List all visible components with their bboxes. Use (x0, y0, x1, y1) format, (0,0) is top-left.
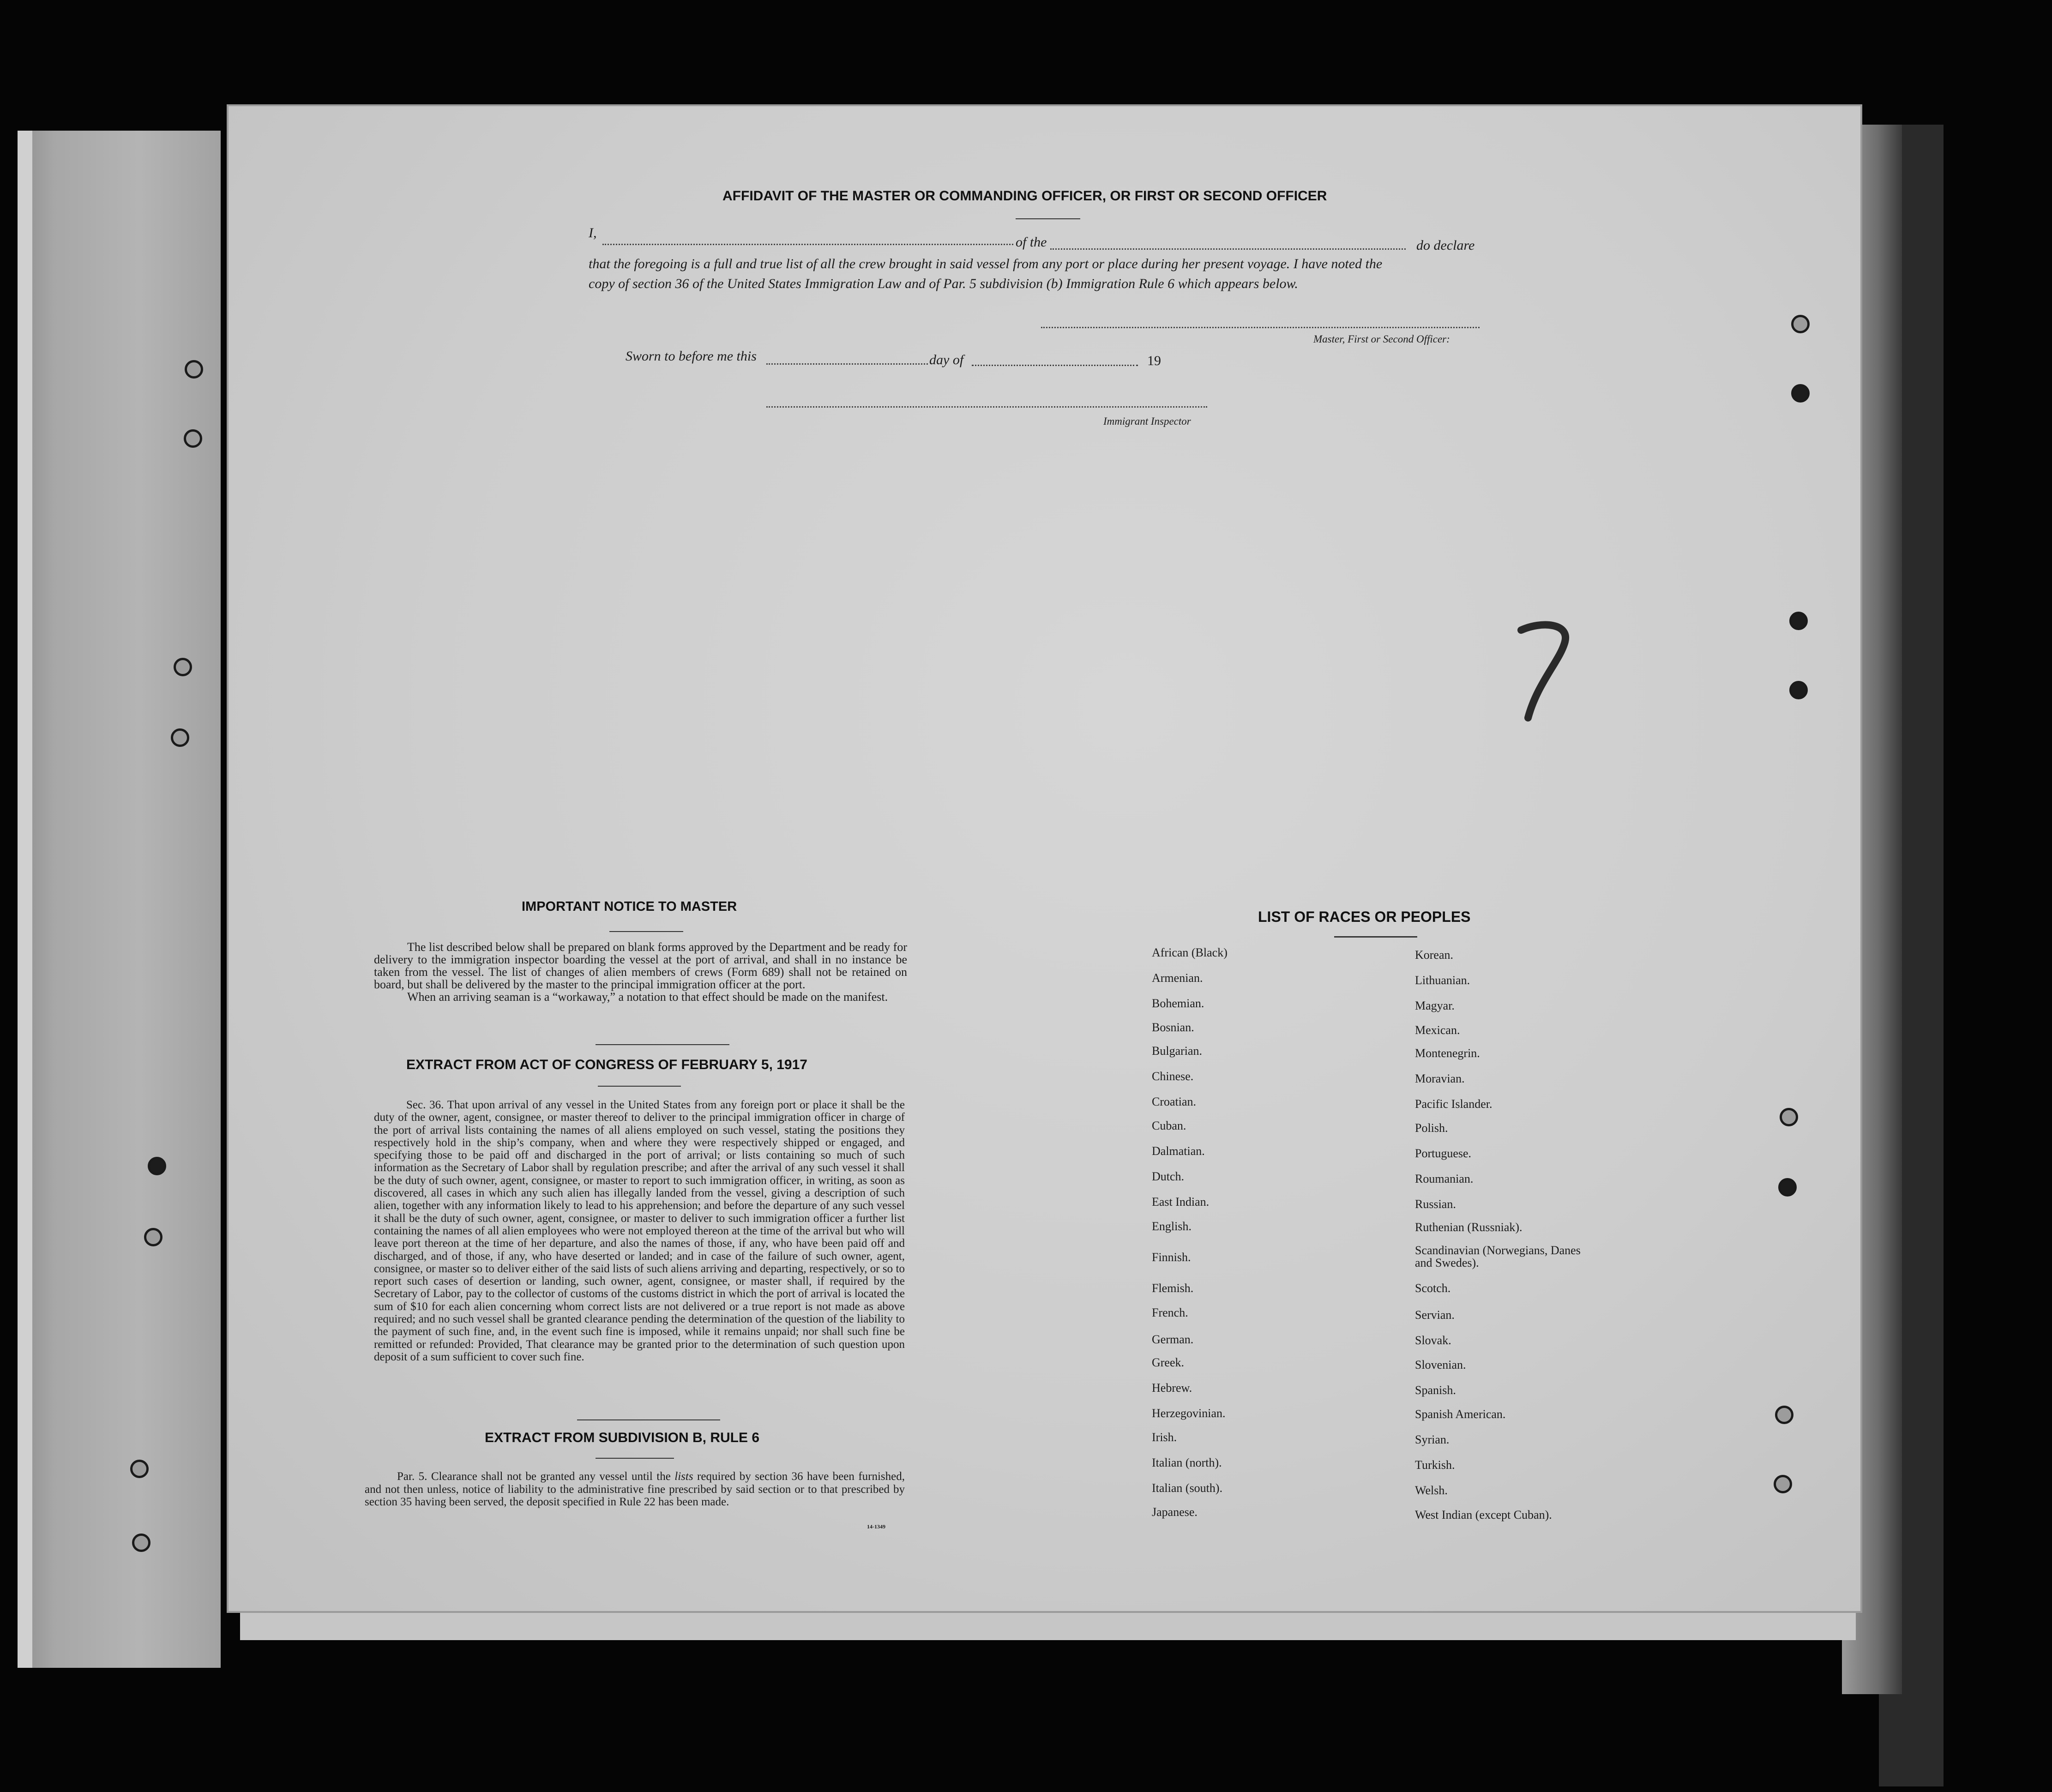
race-item: Russian. (1415, 1197, 1456, 1211)
race-item: Scotch. (1415, 1281, 1451, 1295)
vessel-name-field[interactable] (1050, 248, 1406, 250)
sworn-year-label: 19 (1147, 353, 1161, 368)
inspector-label: Immigrant Inspector (1103, 415, 1191, 427)
race-item: Flemish. (1152, 1281, 1194, 1295)
notice-body (374, 941, 907, 1003)
punch-hole-icon (148, 1157, 166, 1175)
race-item: Mexican. (1415, 1023, 1460, 1037)
race-item: Japanese. (1152, 1505, 1198, 1519)
race-item: Ruthenian (Russniak). (1415, 1221, 1522, 1234)
race-item: Croatian. (1152, 1095, 1197, 1108)
race-item: African (Black) (1152, 946, 1228, 959)
race-item: Portuguese. (1415, 1147, 1472, 1160)
punch-hole-icon (1789, 612, 1808, 630)
affidavit-title: AFFIDAVIT OF THE MASTER OR COMMANDING OFFICER, OR FIRST OR SECOND OFFICER (722, 188, 1327, 204)
sworn-label: Sworn to before me this (626, 349, 757, 364)
affidavit-line-1 (589, 225, 597, 241)
race-item: Montenegrin. (1415, 1046, 1480, 1060)
race-item: Chinese. (1152, 1070, 1194, 1083)
punch-hole-icon (1778, 1178, 1797, 1197)
vessel-of-the-label: of the (1016, 235, 1047, 250)
race-item: Spanish American. (1415, 1407, 1506, 1421)
race-item: Irish. (1152, 1431, 1177, 1444)
divider (609, 931, 683, 932)
extract-act-title: EXTRACT FROM ACT OF CONGRESS OF FEBRUARY 5, 1917 (406, 1057, 807, 1072)
race-item: Korean. (1415, 948, 1454, 962)
race-item: Roumanian. (1415, 1172, 1474, 1185)
race-item: Dutch. (1152, 1170, 1185, 1183)
race-item: Slovak. (1415, 1334, 1451, 1347)
punch-hole-icon (1791, 315, 1810, 333)
punch-hole-icon (1780, 1108, 1798, 1126)
race-item: Scandinavian (Norwegians, Danes and Swedes). (1415, 1244, 1581, 1269)
race-item: Herzegovinian. (1152, 1407, 1226, 1420)
punch-hole-icon (174, 658, 192, 676)
inspector-signature-field[interactable] (766, 406, 1207, 408)
race-item: Spanish. (1415, 1383, 1456, 1397)
day-of-label: day of (929, 352, 964, 367)
races-title: LIST OF RACES OR PEOPLES (1258, 908, 1471, 925)
race-item: English. (1152, 1220, 1191, 1233)
punch-hole-icon (144, 1228, 162, 1246)
race-item: German. (1152, 1333, 1194, 1346)
affidavit-i-label: I, (589, 225, 597, 241)
adjacent-page-edge (18, 131, 32, 1668)
race-item: Bohemian. (1152, 997, 1204, 1010)
name-field[interactable] (602, 244, 1013, 245)
race-item: Bosnian. (1152, 1021, 1194, 1034)
race-item: Greek. (1152, 1356, 1185, 1369)
form-number: 14-1349 (867, 1523, 885, 1530)
race-item: Finnish. (1152, 1251, 1191, 1264)
master-signature-field[interactable] (1041, 327, 1480, 328)
extract-rule-text: required by section 36 have been furnished, and not then unless, notice of liability to the administrative fine prescribed by said section or to that prescribed by section 35 having been served, the deposit specified in Rule 22 has been made. (365, 1470, 905, 1508)
extract-rule-emphasis: lists (674, 1470, 693, 1483)
race-item: Italian (north). (1152, 1456, 1222, 1469)
race-item: East Indian. (1152, 1195, 1210, 1209)
divider (596, 1044, 729, 1045)
punch-hole-icon (1791, 384, 1810, 403)
punch-hole-icon (1775, 1406, 1793, 1424)
race-item: Italian (south). (1152, 1481, 1223, 1495)
extract-rule-text: Par. 5. Clearance shall not be granted any vessel until the (397, 1470, 675, 1483)
affidavit-line-2: that the foregoing is a full and true list of all the crew brought in said vessel from any port or place during her present voyage. I have noted the (589, 256, 1383, 271)
race-item: Servian. (1415, 1308, 1455, 1322)
punch-hole-icon (171, 728, 189, 747)
race-item: Pacific Islander. (1415, 1097, 1492, 1111)
extract-rule-body (365, 1470, 905, 1509)
race-item: Magyar. (1415, 999, 1455, 1012)
race-item: Polish. (1415, 1121, 1448, 1135)
race-item: Syrian. (1415, 1433, 1450, 1446)
affidavit-line-3: copy of section 36 of the United States Immigration Law and of Par. 5 subdivision (b) Immigration Rule 6 which appears below. (589, 276, 1298, 291)
punch-hole-icon (185, 360, 203, 379)
extract-rule-title: EXTRACT FROM SUBDIVISION B, RULE 6 (485, 1430, 760, 1445)
punch-hole-icon (130, 1460, 149, 1478)
race-item: Bulgarian. (1152, 1044, 1203, 1058)
extract-act-body: Sec. 36. That upon arrival of any vessel in the United States from any foreign port or place it shall be the duty of the owner, agent, consignee, or master thereof to deliver to the principal immigration officer in charge of the port of arrival lists containing the names of all aliens employed on such vessel, stating the positions they respectively hold in the ship’s company, when and where they were respectively shipped or engaged, and specifying those to be paid off and discharged in the port of arrival; or lists containing so much of such information as the Secretary of Labor shall by regulation prescribe; and after the arrival of any such vessel it shall be the duty of such owner, agent, consignee, or master to report to such immigration officer, in writing, as soon as discovered, all cases in which any such alien has illegally landed from the vessel, giving a description of such alien, together with any information likely to lead to his apprehension; and before the departure of any such vessel it shall be the duty of such owner, agent, consignee, or master to deliver to such immigration officer a further list containing the names of all alien employees who were not employed thereon at the time of the arrival but who will leave port thereon at the time of her departure, and also the names of those, if any, who have been paid off and discharged, and of those, if any, who have deserted or landed; and in case of the failure of such owner, agent, consignee, or master so to deliver either of the said lists of such aliens arriving and departing, respectively, or so to report such cases of desertion or landing, such owner, agent, consignee, or master shall, if required by the Secretary of Labor, pay to the collector of customs of the customs district in which the port of arrival is located the sum of $10 for each alien concerning whom correct lists are not delivered or a true report is not made as above required; and no such vessel shall be granted clearance pending the determination of the question of the liability to the payment of such fine, and, in the event such fine is imposed, while it remains unpaid; nor shall such fine be remitted or refunded: Provided, That clearance may be granted prior to the determination of such question upon deposit of a sum sufficient to cover such fine. (374, 1099, 905, 1363)
race-item: Hebrew. (1152, 1381, 1192, 1395)
divider (596, 1458, 674, 1459)
race-item: Welsh. (1415, 1484, 1448, 1497)
divider (1334, 936, 1417, 938)
punch-hole-icon (184, 429, 202, 448)
race-item: Lithuanian. (1415, 974, 1470, 987)
punch-hole-icon (1774, 1475, 1792, 1493)
manifest-page (229, 106, 1860, 1611)
divider (577, 1419, 720, 1420)
divider (598, 1086, 681, 1087)
do-declare-label: do declare (1416, 238, 1475, 253)
punch-hole-icon (132, 1533, 150, 1552)
master-signature-label: Master, First or Second Officer: (1313, 333, 1450, 345)
handwritten-mark-icon (1510, 619, 1579, 725)
race-item: Slovenian. (1415, 1358, 1466, 1371)
page-stack-edge (240, 1606, 1856, 1640)
race-item: Turkish. (1415, 1458, 1455, 1472)
race-item: Moravian. (1415, 1072, 1465, 1085)
divider (1016, 218, 1080, 219)
sworn-day-field[interactable] (766, 363, 928, 365)
notice-paragraph: When an arriving seaman is a “workaway,” a notation to that effect should be made on the manifest. (407, 990, 888, 1004)
race-item: West Indian (except Cuban). (1415, 1508, 1552, 1521)
race-item: Armenian. (1152, 971, 1203, 985)
race-item: Cuban. (1152, 1119, 1186, 1132)
punch-hole-icon (1789, 681, 1808, 699)
notice-title: IMPORTANT NOTICE TO MASTER (522, 899, 737, 914)
race-item: French. (1152, 1306, 1188, 1319)
sworn-month-field[interactable] (972, 365, 1138, 366)
notice-paragraph: The list described below shall be prepared on blank forms approved by the Department and be ready for delivery to the immigration inspector boarding the vessel at the port of arrival, and shall in no instance be taken from the vessel. The list of changes of alien members of crews (Form 689) shall not be retained on board, but shall be delivered by the master to the principal immigration officer at the port. (374, 940, 907, 991)
race-item: Dalmatian. (1152, 1144, 1205, 1158)
